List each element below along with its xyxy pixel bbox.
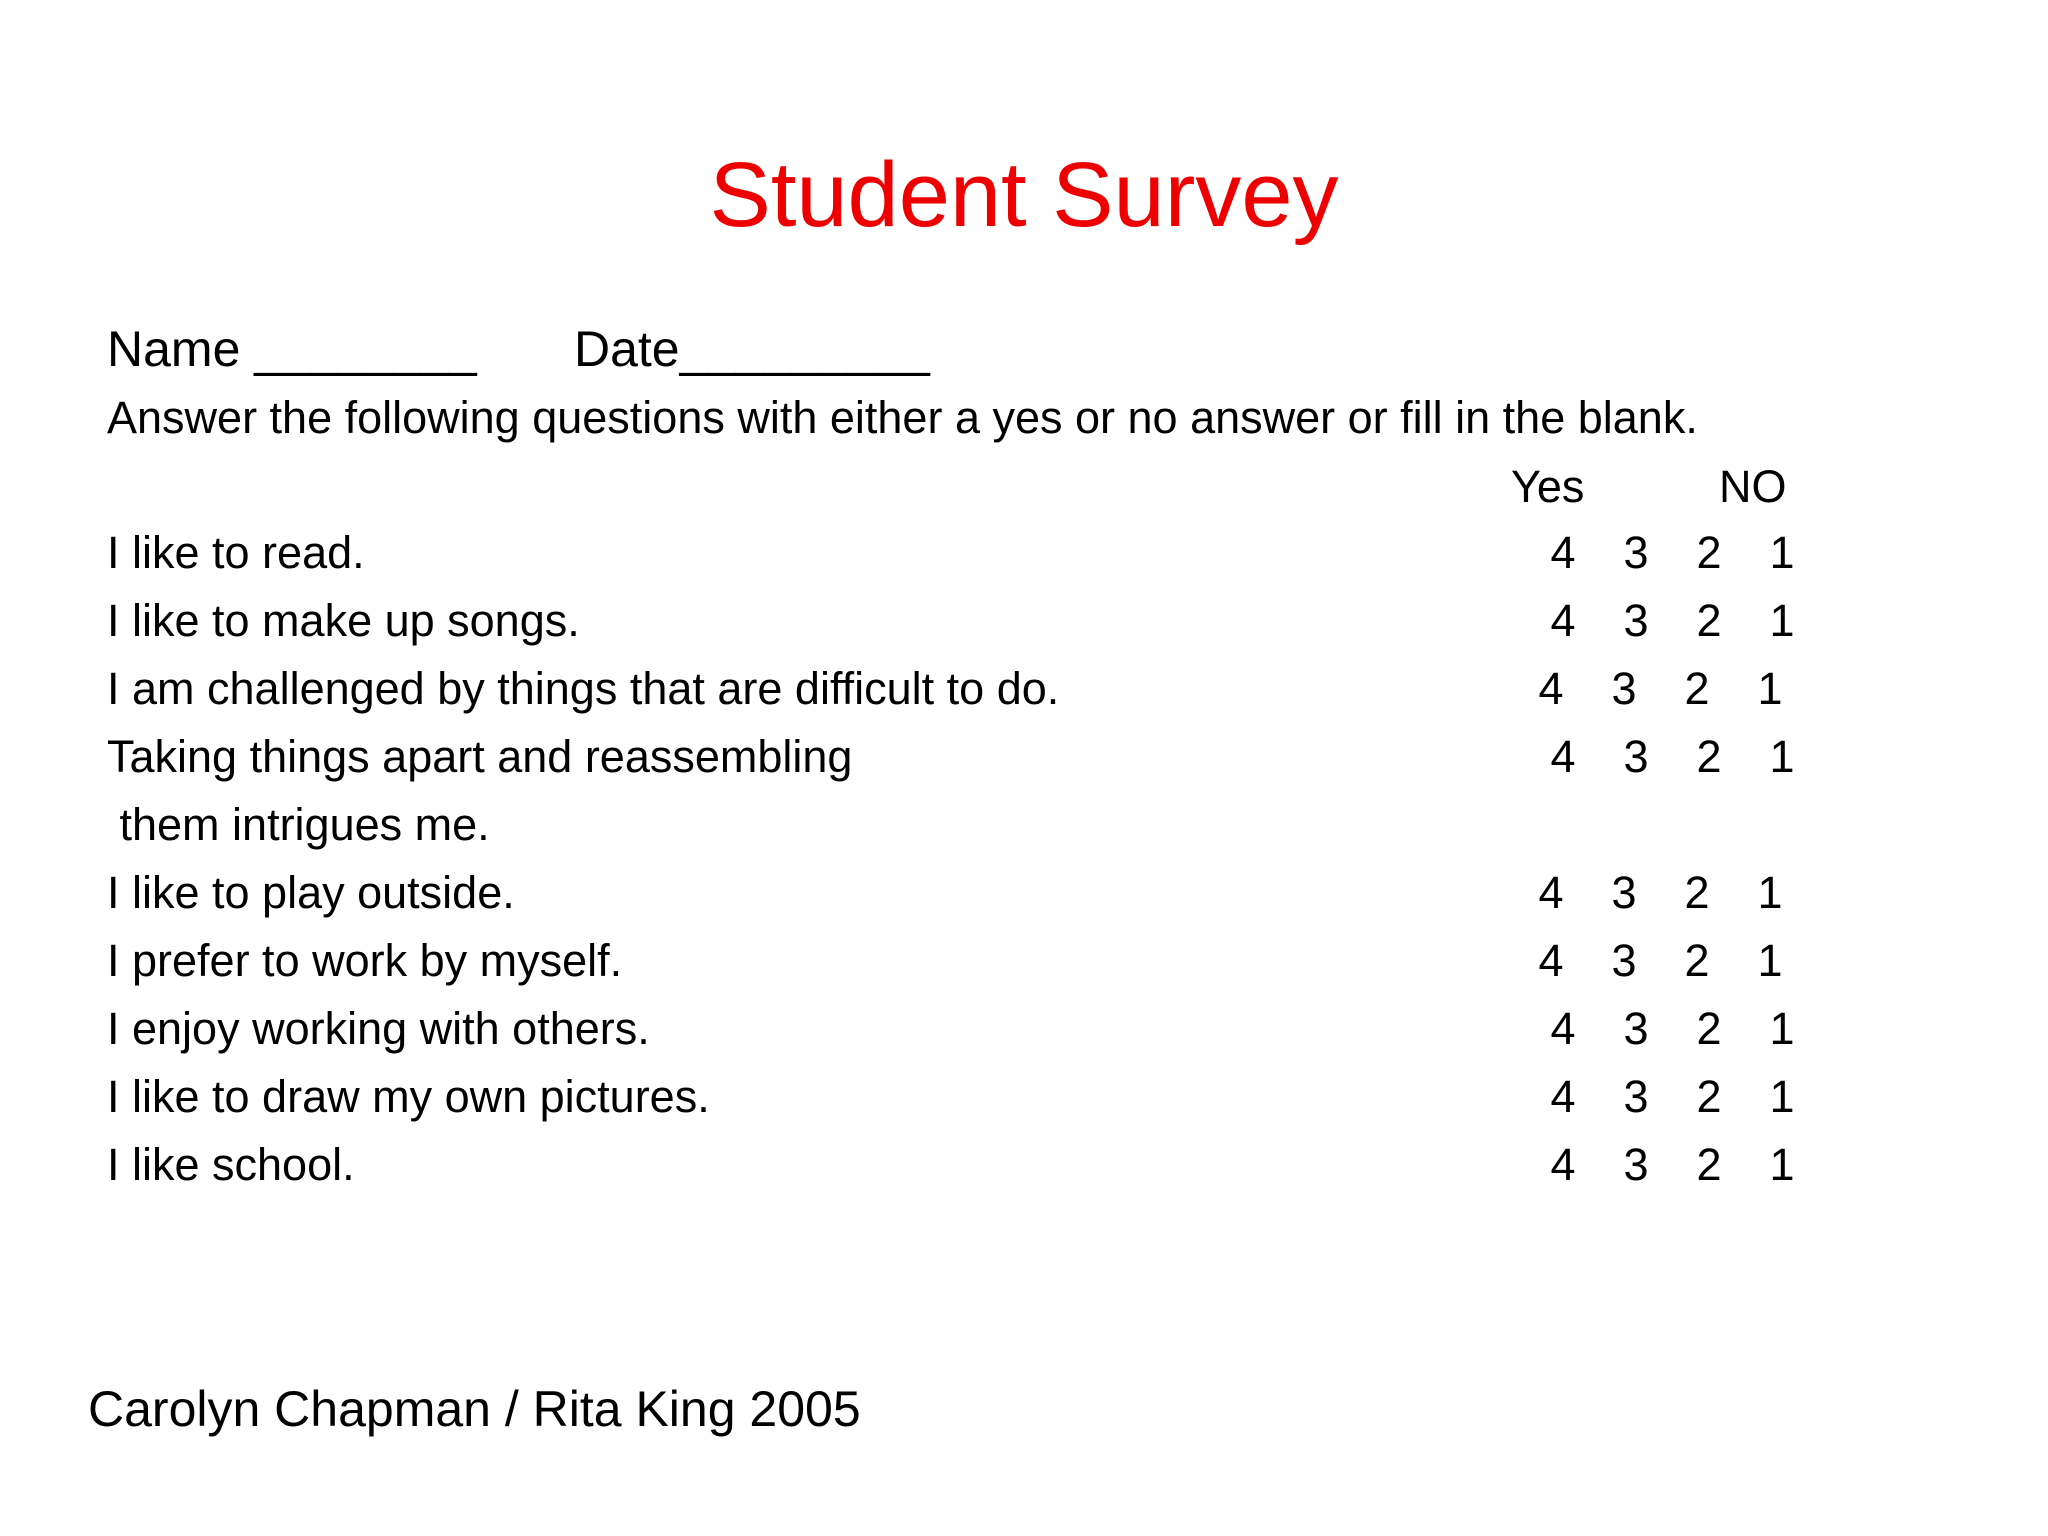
question-text: I like to draw my own pictures. <box>107 1071 710 1122</box>
question-text: Taking things apart and reassembling <box>107 731 853 782</box>
page-title: Student Survey <box>709 144 1339 246</box>
list-item <box>0 999 2048 1059</box>
scale-no-label: NO <box>1719 461 1787 512</box>
instructions-text: Answer the following questions with either a yes or no answer or fill in the blank. <box>107 392 1698 443</box>
rating-option[interactable]: 1 <box>1769 595 1795 646</box>
rating-option[interactable]: 3 <box>1611 935 1637 986</box>
rating-option[interactable]: 2 <box>1696 731 1722 782</box>
rating-option[interactable]: 4 <box>1550 1003 1576 1054</box>
scale-yes-label: Yes <box>1511 461 1585 512</box>
rating-option[interactable]: 3 <box>1623 1139 1649 1190</box>
rating-option[interactable]: 2 <box>1696 595 1722 646</box>
question-text: I prefer to work by myself. <box>107 935 623 986</box>
list-item <box>0 659 2048 719</box>
question-text: I like to make up songs. <box>107 595 580 646</box>
list-item <box>0 523 2048 583</box>
list-item <box>0 1067 2048 1127</box>
rating-option[interactable]: 4 <box>1550 527 1576 578</box>
rating-option[interactable]: 4 <box>1538 867 1564 918</box>
rating-option[interactable]: 3 <box>1623 731 1649 782</box>
rating-option[interactable]: 3 <box>1611 867 1637 918</box>
rating-option[interactable]: 1 <box>1769 1139 1795 1190</box>
rating-option[interactable]: 3 <box>1611 663 1637 714</box>
rating-option[interactable]: 1 <box>1769 1003 1795 1054</box>
rating-option[interactable]: 4 <box>1538 935 1564 986</box>
question-text: I like school. <box>107 1139 355 1190</box>
rating-option[interactable]: 3 <box>1623 527 1649 578</box>
rating-option[interactable]: 2 <box>1696 1139 1722 1190</box>
rating-option[interactable]: 4 <box>1550 595 1576 646</box>
rating-option[interactable]: 2 <box>1696 1003 1722 1054</box>
rating-option[interactable]: 4 <box>1550 1071 1576 1122</box>
question-text: them intrigues me. <box>107 799 490 850</box>
rating-option[interactable]: 2 <box>1684 867 1710 918</box>
rating-option[interactable]: 1 <box>1769 731 1795 782</box>
rating-option[interactable]: 1 <box>1769 1071 1795 1122</box>
rating-option[interactable]: 2 <box>1684 663 1710 714</box>
rating-option[interactable]: 4 <box>1550 1139 1576 1190</box>
question-text: I am challenged by things that are difficult to do. <box>107 663 1060 714</box>
rating-option[interactable]: 2 <box>1684 935 1710 986</box>
rating-option[interactable]: 4 <box>1550 731 1576 782</box>
list-item <box>0 863 2048 923</box>
list-item <box>0 727 2048 787</box>
question-text: I like to read. <box>107 527 365 578</box>
list-item <box>0 795 2048 855</box>
rating-option[interactable]: 3 <box>1623 595 1649 646</box>
rating-option[interactable]: 1 <box>1757 935 1783 986</box>
rating-option[interactable]: 3 <box>1623 1003 1649 1054</box>
rating-option[interactable]: 3 <box>1623 1071 1649 1122</box>
rating-option[interactable]: 2 <box>1696 1071 1722 1122</box>
question-text: I like to play outside. <box>107 867 515 918</box>
rating-option[interactable]: 1 <box>1757 867 1783 918</box>
list-item <box>0 591 2048 651</box>
list-item <box>0 931 2048 991</box>
rating-option[interactable]: 4 <box>1538 663 1564 714</box>
name-date-line: Name ________ Date_________ <box>107 321 930 377</box>
rating-option[interactable]: 1 <box>1769 527 1795 578</box>
rating-option[interactable]: 1 <box>1757 663 1783 714</box>
question-text: I enjoy working with others. <box>107 1003 650 1054</box>
credit-footer: Carolyn Chapman / Rita King 2005 <box>88 1381 861 1437</box>
list-item <box>0 1135 2048 1195</box>
rating-option[interactable]: 2 <box>1696 527 1722 578</box>
